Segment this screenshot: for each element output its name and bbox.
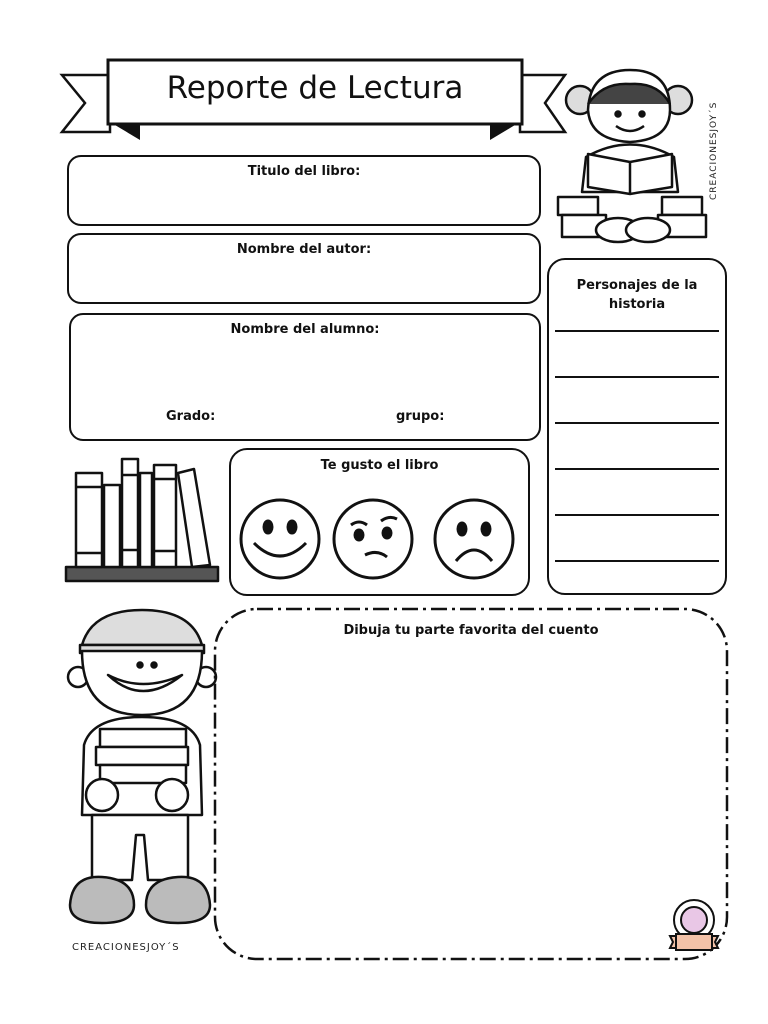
character-line[interactable] [555, 376, 719, 378]
books-shelf-icon [62, 455, 222, 585]
grade-label: Grado: [166, 409, 216, 424]
book-title-field[interactable] [67, 155, 541, 226]
page-title: Reporte de Lectura [166, 70, 464, 106]
character-line[interactable] [555, 468, 719, 470]
author-field[interactable] [67, 233, 541, 304]
student-label: Nombre del alumno: [230, 322, 380, 337]
confused-face-icon[interactable] [331, 497, 415, 581]
sad-face-icon[interactable] [432, 497, 516, 581]
credit-top-right: CREACIONESJOY´S [709, 101, 719, 200]
student-field[interactable] [69, 313, 541, 441]
drawing-heading: Dibuja tu parte favorita del cuento [343, 623, 599, 638]
happy-face-icon[interactable] [238, 497, 322, 581]
rating-heading: Te gusto el libro [320, 458, 439, 473]
book-title-label: Titulo del libro: [247, 164, 361, 179]
character-line[interactable] [555, 514, 719, 516]
characters-heading: Personajes de la historia [576, 278, 698, 312]
character-line[interactable] [555, 330, 719, 332]
character-line[interactable] [555, 422, 719, 424]
girl-reading-icon [558, 62, 708, 247]
group-label: grupo: [396, 409, 445, 424]
character-line[interactable] [555, 560, 719, 562]
boy-with-books-icon [62, 605, 212, 935]
author-label: Nombre del autor: [236, 242, 372, 257]
drawing-area[interactable] [219, 613, 723, 955]
logo-stamp-icon [666, 896, 722, 956]
credit-bottom-left: CREACIONESJOY´S [72, 942, 180, 953]
characters-box[interactable] [547, 258, 727, 595]
